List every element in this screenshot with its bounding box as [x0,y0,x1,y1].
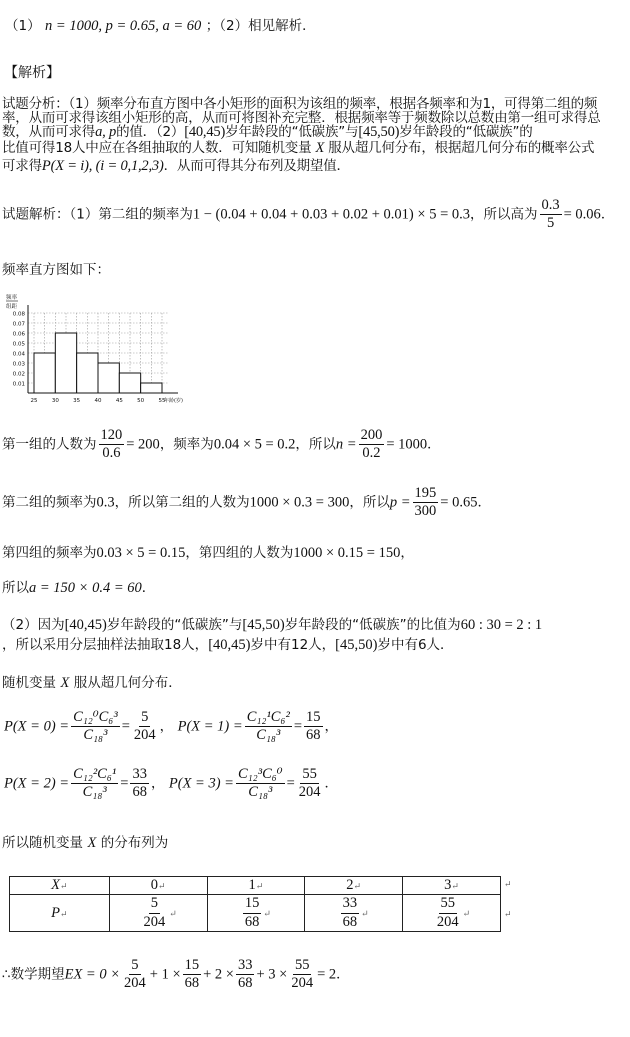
answer-line [5,14,630,35]
answer-part1-label: （1） [5,18,41,34]
fraction-55-204: $\frac{55}{204}$ [298,766,321,801]
analysis-header: 【解析】 [4,65,60,81]
random-variable-line: 随机变量 X 服从超几何分布． [2,675,182,691]
fraction-px0-comb: $\frac{\text{C₁₂⁰C₆³}}{\text{C₁₈³}}$ [73,709,118,744]
table-row: X↵ 0↵ 1↵ 2↵ 3↵ [10,877,501,895]
distribution-intro: 所以随机变量 X 的分布列为 [2,835,169,851]
table-end-mark: ↵ [504,880,512,890]
analysis-line-3: 数，从而可求得a, p的值．（2）[40,45)岁年龄段的“低碳族”与[45,50)岁年龄段的“低碳族”的 [2,124,533,140]
probability-line-1: P(X = 0) = $\frac{\text{C₁₂⁰C₆³}}{\text{C₁₈³}}$ = $\frac{5}{204}$ ， P(X = 1) = $\frac{\text{C₁₂¹C₆²}}{\text{C₁₈³}}$ = $\frac{15}{68}$ ， [4,709,339,744]
probability-line-2: P(X = 2) = $\frac{\text{C₁₂²C₆¹}}{\text{C₁₈³}}$ = $\frac{33}{68}$ ， P(X = 3) = $\frac{\text{C₁₂³C₆⁰}}{\text{C₁₈³}}$ = $\frac{55}{204}$ ． [4,766,339,801]
fraction-px1-comb: $\frac{\text{C₁₂¹C₆²}}{\text{C₁₈³}}$ [246,709,290,744]
fraction-33-68: $\frac{33}{68}$ [132,766,147,801]
fraction-5-204: $\frac{5}{204}$ [133,709,156,744]
a-value-line: 所以a = 150 × 0.4 = 60． [2,580,156,596]
y-tick-label: 0.01 [12,381,25,388]
analysis-line-1: 试题分析：（1）频率分布直方图中各小矩形的面积为该组的频率，根据各频率和为1，可得第二组的频 [2,96,598,112]
group4-line: 第四组的频率为0.03 × 5 = 0.15，第四组的人数为1000 × 0.15 = 150， [2,545,414,561]
y-tick-label: 0.08 [12,311,25,318]
part2-paragraph: （2）因为[40,45)岁年龄段的“低碳族”与[45,50)岁年龄段的“低碳族”的比值为60 : 30 = 2 : 1 ，所以采用分层抽样法抽取18人，[40,45)岁中有12人，[45,50)岁中有6人． [2,617,543,653]
histogram-bar [141,383,162,393]
group1-line: 第一组的人数为 $\frac{120}{0.6}$ = 200，频率为0.04 × 5 = 0.2，所以n = $\frac{200}{0.2}$ = 1000． [2,427,441,462]
answer-part2-text: ；（2）相见解析． [205,18,316,34]
x-tick-label: 45 [115,398,123,404]
fraction-px2-comb: $\frac{\text{C₁₂²C₆¹}}{\text{C₁₈³}}$ [73,766,117,801]
histogram-bar [98,363,119,393]
y-tick-label: 0.02 [12,371,25,378]
fraction-200-0.2: $\frac{200}{0.2}$ [360,427,383,462]
y-axis-label-denominator: 组距 [6,304,18,310]
y-tick-label: 0.03 [12,361,25,368]
fraction-15-68: $\frac{15}{68}$ [306,709,321,744]
y-tick-label: 0.07 [12,321,25,328]
x-tick-label: 50 [137,398,145,404]
x-tick-label: 55 [158,398,166,404]
fraction-px3-comb: $\frac{\text{C₁₂³C₆⁰}}{\text{C₁₈³}}$ [237,766,283,801]
fraction-height: $\frac{0.3}{5}$ [541,197,560,232]
y-tick-label: 0.05 [12,341,25,348]
x-tick-label: 30 [51,398,59,404]
frequency-histogram [2,291,192,411]
x-tick-label: 25 [30,398,38,404]
y-axis-label-numerator: 频率 [6,295,18,301]
analysis-paragraph [2,96,630,174]
fraction-120-0.6: $\frac{120}{0.6}$ [100,427,123,462]
y-tick-label: 0.04 [12,351,25,358]
group2-line: 第二组的频率为0.3，所以第二组的人数为1000 × 0.3 = 300，所以p = $\frac{195}{300}$ = 0.65． [2,485,491,520]
histogram-bar [55,333,76,393]
table-end-mark: ↵ [504,910,512,920]
x-tick-label: 35 [73,398,81,404]
solution-line-1: 试题解析：（1）第二组的频率为1 − (0.04 + 0.04 + 0.03 + 0.02 + 0.01) × 5 = 0.3，所以高为 $\frac{0.3}{5}$ = 0.06． [2,197,615,232]
fraction-195-300: $\frac{195}{300}$ [414,485,437,520]
analysis-line-4: 比值可得18人中应在各组抽取的人数．可知随机变量 X 服从超几何分布，根据超几何分布的概率公式 [2,140,595,156]
histogram-bar [77,353,98,393]
y-tick-label: 0.06 [12,331,25,338]
analysis-line-5: 可求得P(X = i), (i = 0,1,2,3)．从而可得其分布列及期望值． [2,158,350,174]
histogram-bar [119,373,140,393]
histogram-caption: 频率直方图如下： [2,262,110,278]
x-axis-label: 年龄(岁) [164,398,183,404]
table-row: P↵ $\frac{5}{204}$ ↵ $\frac{15}{68}$ ↵ $\frac{33}{68}$ ↵ $\frac{55}{204}$ ↵ [10,895,501,932]
expectation-line: ∴数学期望EX = 0 × $\frac{5}{204}$ + 1 × $\frac{15}{68}$ + 2 × $\frac{33}{68}$ + 3 × $\frac{55}{204}$ = 2． [2,957,350,992]
distribution-table [9,876,501,932]
histogram-bar [34,353,55,393]
x-tick-label: 40 [94,398,102,404]
answer-part1-math: n = 1000, p = 0.65, a = 60 [45,18,202,34]
analysis-line-2: 率，从而可求得该组小矩形的高，从而可将图补充完整．根据频率等于频数除以总数由第一组可求得总 [2,110,601,126]
